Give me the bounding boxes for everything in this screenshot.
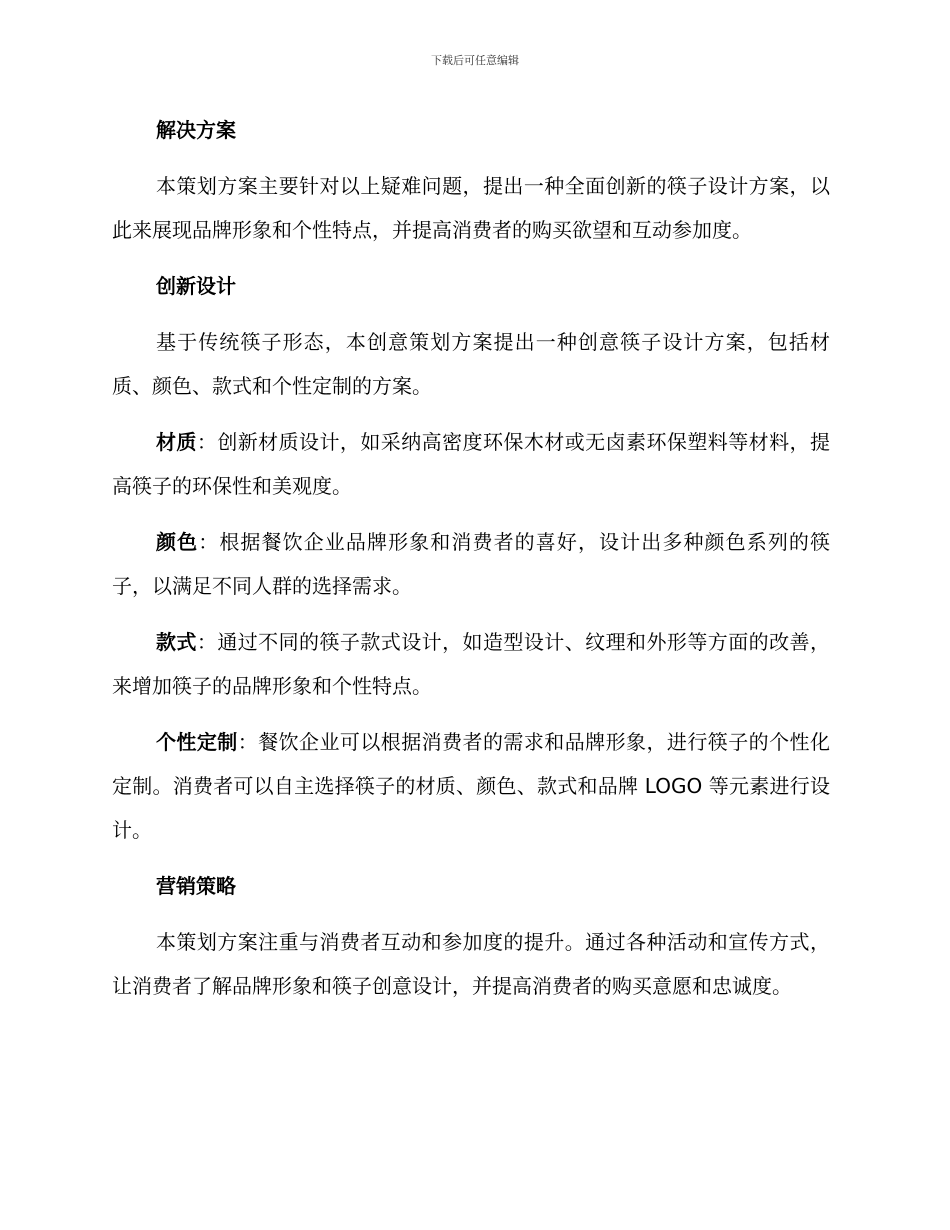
- term-label: 颜色: [156, 530, 199, 554]
- section-heading-design: 创新设计: [156, 274, 236, 298]
- marketing-paragraph: 本策划方案注重与消费者互动和参加度的提升。通过各种活动和宣传方式，让消费者了解品牌形象和筷子创意设计，并提高消费者的购买意愿和忠诚度。: [112, 930, 830, 998]
- design-item-customization: [112, 720, 830, 852]
- section-heading-solution: 解决方案: [156, 118, 236, 142]
- term-separator: ：: [237, 730, 259, 754]
- term-text: 根据餐饮企业品牌形象和消费者的喜好，设计出多种颜色系列的筷子，以满足不同人群的选择需求。: [112, 530, 831, 598]
- design-paragraph: 基于传统筷子形态，本创意策划方案提出一种创意筷子设计方案，包括材质、颜色、款式和个性定制的方案。: [112, 330, 830, 398]
- term-separator: ：: [198, 530, 220, 554]
- document-body: [112, 108, 830, 1020]
- term-text: 餐饮企业可以根据消费者的需求和品牌形象，进行筷子的个性化定制。消费者可以自主选择筷子的材质、颜色、款式和品牌 LOGO 等元素进行设计。: [112, 730, 830, 842]
- design-item-color: [112, 520, 830, 608]
- term-label: 款式: [156, 630, 197, 654]
- term-label: 个性定制: [156, 730, 238, 754]
- term-separator: ：: [196, 630, 218, 654]
- term-text: 创新材质设计，如采纳高密度环保木材或无卤素环保塑料等材料，提高筷子的环保性和美观度。: [112, 430, 830, 498]
- term-label: 材质: [156, 430, 197, 454]
- design-item-material: [112, 420, 830, 508]
- term-text: 通过不同的筷子款式设计，如造型设计、纹理和外形等方面的改善，来增加筷子的品牌形象和个性特点。: [112, 630, 830, 698]
- section-heading-marketing: 营销策略: [156, 874, 236, 898]
- page-header: 下载后可任意编辑: [431, 54, 519, 67]
- design-item-style: [112, 620, 830, 708]
- term-separator: ：: [196, 430, 218, 454]
- solution-paragraph: 本策划方案主要针对以上疑难问题，提出一种全面创新的筷子设计方案，以此来展现品牌形象和个性特点，并提高消费者的购买欲望和互动参加度。: [112, 174, 830, 242]
